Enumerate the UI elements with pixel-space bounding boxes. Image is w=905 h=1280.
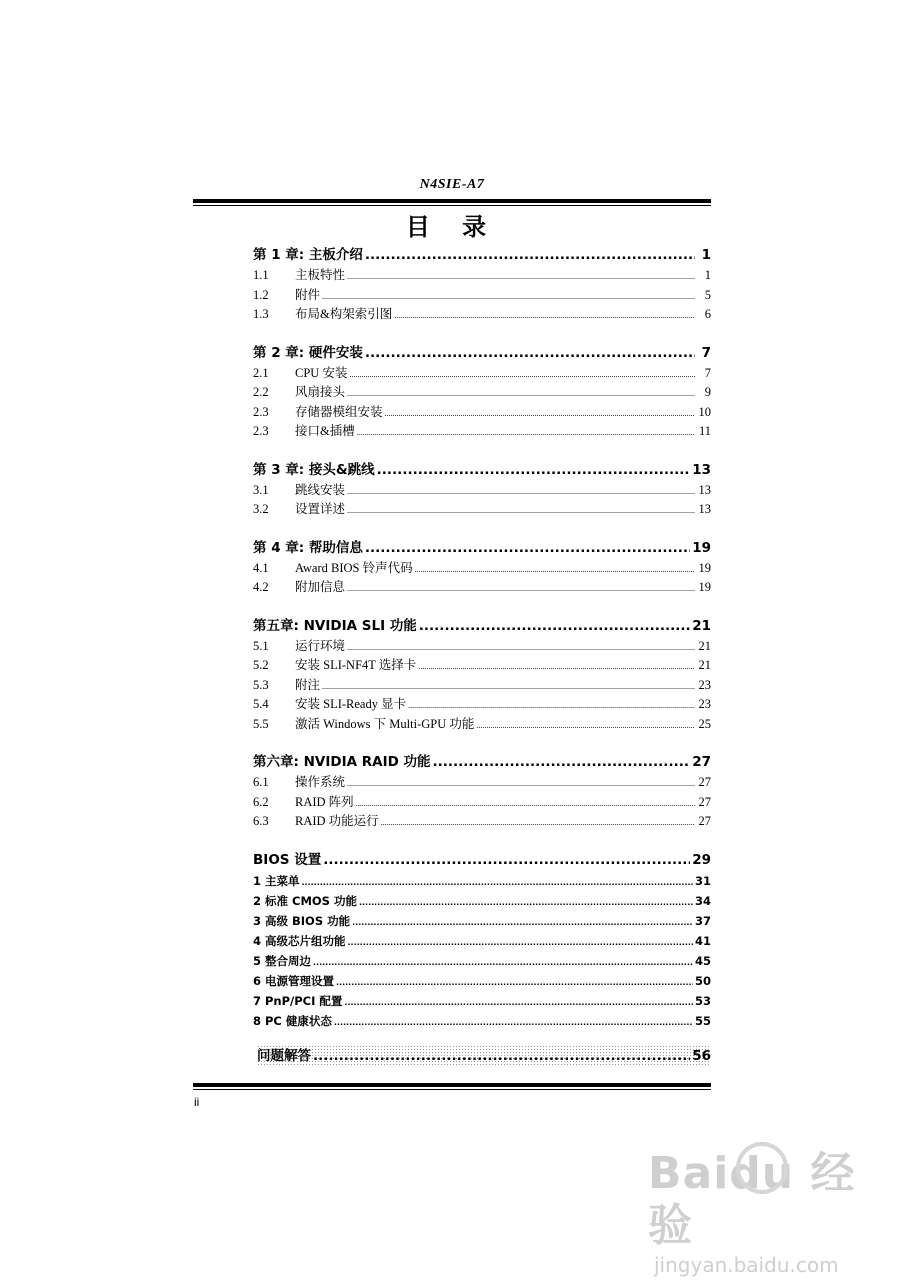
watermark-url: jingyan.baidu.com [654,1253,839,1277]
dot-leader [347,773,695,794]
section-number: 2.2 [253,385,269,399]
dot-leader [323,850,690,871]
section-number: 2.1 [253,365,269,380]
section-number: 5.3 [253,677,269,692]
header-rule-thick [193,199,711,203]
chapter-row [253,752,711,773]
section-page: 27 [698,794,711,809]
section-row [253,656,711,676]
dot-leader [334,1011,693,1033]
section-row [253,481,711,501]
dot-leader [347,578,695,599]
chapter-gap [253,520,711,538]
footer-rule-thick [193,1083,711,1087]
header-model: N4SIE-A7 [419,177,485,192]
footer-page-number: ii [194,1095,200,1109]
dot-leader [419,616,690,637]
bios-gap [253,1031,711,1045]
bios-entry-page: 41 [694,933,711,948]
section-page: 6 [704,307,711,321]
chapter-gap [253,832,711,850]
section-number: 6.2 [253,794,269,809]
bios-entry-row [253,1011,711,1031]
section-row [253,676,711,696]
section-row [253,266,711,286]
section-number: 5.1 [253,638,269,653]
dot-leader [357,422,695,443]
watermark-logo: Baidu 经验 [648,1148,856,1251]
chapter-gap [253,442,711,460]
dot-leader [433,752,691,773]
chapter-gap [253,734,711,752]
section-row [253,773,711,793]
dot-leader [322,676,695,697]
dot-leader [313,1045,690,1067]
section-label: RAID 阵列 [295,794,354,809]
section-row [253,695,711,715]
dot-leader [347,637,695,658]
section-page: 11 [698,424,711,438]
section-page: 13 [698,482,711,497]
section-label: RAID 功能运行 [295,814,379,828]
section-row [253,793,711,813]
section-page: 21 [698,658,711,672]
chapter-row [253,245,711,266]
dot-leader [347,266,695,287]
bios-entry-row [253,951,711,971]
bios-entry-row [253,971,711,991]
dot-leader [408,695,695,716]
bios-entry-page: 53 [694,993,711,1008]
section-number: 4.1 [253,560,269,575]
chapter-page: 1 [701,247,711,263]
section-number: 5.4 [253,697,269,711]
chapter-page: 13 [692,461,711,478]
bios-entry-label: 8 PC 健康状态 [253,1013,332,1028]
chapter-page: 27 [692,754,711,770]
bios-entry-label: 3 高级 BIOS 功能 [253,913,351,928]
section-label: 设置详述 [295,502,346,516]
section-page: 5 [704,287,711,302]
section-label: Award BIOS 铃声代码 [295,560,413,575]
dot-leader [365,343,695,364]
section-row [253,812,711,832]
section-label: 附注 [295,677,321,692]
bios-entry-label: 7 PnP/PCI 配置 [253,993,343,1008]
dot-leader [415,559,695,580]
bios-entry-row [253,991,711,1011]
section-number: 6.1 [253,775,269,789]
faq-row [257,1045,711,1067]
section-row [253,364,711,384]
bios-entry-page: 34 [694,893,711,908]
section-row [253,637,711,657]
header-rule-thin [193,205,711,206]
chapter-page: 21 [692,617,711,634]
section-page: 23 [698,697,711,711]
bios-title-row [253,850,711,871]
bios-entry-page: 37 [694,913,711,928]
dot-leader [336,971,693,993]
section-label: 接口&插槽 [295,424,355,438]
dot-leader [344,991,693,1013]
section-label: 安装 SLI-NF4T 选择卡 [295,658,417,672]
section-label: 跳线安装 [295,482,346,497]
footer-rule-thin [193,1089,711,1090]
section-number: 1.1 [253,268,269,282]
bios-entry-row [253,931,711,951]
chapter-gap [253,325,711,343]
section-number: 2.3 [253,404,269,419]
dot-leader [348,931,693,953]
section-label: 操作系统 [295,775,346,789]
chapter-title: 第 3 章: 接头&跳线 [253,461,375,478]
section-label: 附件 [295,287,321,302]
section-row [253,305,711,325]
chapter-title: 第 4 章: 帮助信息 [253,539,363,556]
chapter-title: 第 1 章: 主板介绍 [253,247,363,263]
bios-entry-label: 1 主菜单 [253,873,300,888]
section-page: 27 [698,814,711,828]
dot-leader [347,383,695,404]
section-row [253,383,711,403]
bios-entry-page: 31 [694,873,711,888]
dot-leader [365,538,690,559]
section-label: 风扇接头 [295,385,346,399]
chapter-page: 19 [692,539,711,556]
dot-leader [418,656,695,677]
section-label: 运行环境 [295,638,346,653]
section-row [253,559,711,579]
section-label: 布局&构架索引图 [295,307,393,321]
section-label: 主板特性 [295,268,346,282]
bios-entry-row [253,911,711,931]
chapter-row [253,538,711,559]
chapter-gap [253,598,711,616]
dot-leader [394,305,695,326]
dot-leader [347,481,695,502]
section-page: 9 [704,385,711,399]
section-label: 激活 Windows 下 Multi-GPU 功能 [295,716,475,731]
chapter-title: 第 2 章: 硬件安装 [253,344,363,361]
section-row [253,422,711,442]
section-page: 21 [698,638,711,653]
toc-page [193,175,711,1067]
section-row [253,286,711,306]
chapter-title: 第六章: NVIDIA RAID 功能 [253,754,431,770]
dot-leader [349,364,695,385]
chapter-row [253,343,711,364]
section-label: 附加信息 [295,580,346,594]
bios-entry-page: 45 [694,953,711,968]
dot-leader [359,891,693,913]
section-number: 3.2 [253,502,269,516]
faq-title: 问题解答 [257,1047,311,1064]
dot-leader [476,715,695,736]
section-number: 6.3 [253,814,269,828]
section-label: CPU 安装 [295,365,348,380]
bios-entry-label: 5 整合周边 [253,953,312,968]
dot-leader [313,951,693,973]
section-label: 存储器模组安装 [295,404,383,419]
dot-leader [322,286,695,307]
dot-leader [385,403,695,424]
section-page: 19 [698,580,711,594]
section-number: 3.1 [253,482,269,497]
paw-icon [736,1142,788,1194]
section-page: 1 [704,268,711,282]
section-row [253,403,711,423]
section-number: 4.2 [253,580,269,594]
bios-entry-label: 6 电源管理设置 [253,973,335,988]
bios-entry-row [253,891,711,911]
section-page: 19 [698,560,711,575]
bios-title: BIOS 设置 [253,851,322,868]
dot-leader [347,500,695,521]
faq-page: 56 [692,1047,711,1064]
chapter-row [253,616,711,637]
bios-page: 29 [692,851,711,868]
chapter-row [253,460,711,481]
section-page: 27 [698,775,711,789]
section-page: 23 [698,677,711,692]
bios-entry-label: 4 高级芯片组功能 [253,933,346,948]
section-number: 5.2 [253,658,269,672]
page-title: 目 录 [405,213,499,241]
chapter-page: 7 [701,344,711,361]
section-number: 1.3 [253,307,269,321]
table-of-contents [253,245,711,1067]
bios-entry-page: 55 [694,1013,711,1028]
dot-leader [365,245,695,266]
section-row [253,715,711,735]
section-number: 5.5 [253,716,269,731]
dot-leader [356,793,695,814]
bios-entry-label: 2 标准 CMOS 功能 [253,893,357,908]
section-label: 安装 SLI-Ready 显卡 [295,697,407,711]
section-row [253,578,711,598]
dot-leader [381,812,695,833]
watermark [648,1148,868,1277]
dot-leader [302,871,693,893]
section-row [253,500,711,520]
dot-leader [377,460,691,481]
section-page: 10 [698,404,711,419]
bios-entry-row [253,871,711,891]
bios-entry-page: 50 [694,973,711,988]
section-page: 13 [698,502,711,516]
dot-leader [352,911,693,933]
section-number: 2.3 [253,424,269,438]
chapter-title: 第五章: NVIDIA SLI 功能 [253,617,417,634]
section-page: 25 [698,716,711,731]
section-number: 1.2 [253,287,269,302]
section-page: 7 [704,365,711,380]
